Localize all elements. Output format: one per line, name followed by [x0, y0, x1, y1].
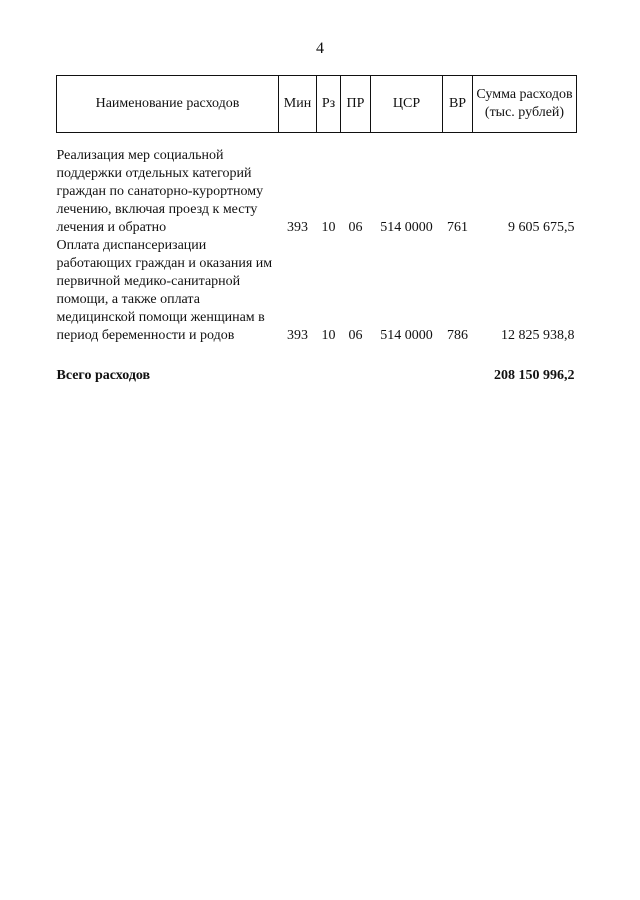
row-rz: 10: [321, 328, 336, 343]
header-csr: ЦСР: [371, 76, 443, 133]
row-sum: 12 825 938,8: [501, 328, 575, 343]
table-row: [57, 237, 577, 345]
header-pr: ПР: [341, 76, 371, 133]
expenses-table: [56, 75, 577, 385]
total-spacer: [279, 345, 473, 385]
header-rz: Рз: [317, 76, 341, 133]
row-csr: 514 0000: [380, 220, 433, 235]
row-pr: 06: [348, 328, 363, 343]
row-vr: 761: [447, 220, 468, 235]
row-csr: 514 0000: [380, 328, 433, 343]
row-name: Реализация мер социальной поддержки отдельных категорий граждан по санаторно-курортному лечению, включая проезд к месту лечения и обратно: [56, 148, 264, 235]
row-min: 393: [287, 220, 308, 235]
row-rz: 10: [321, 220, 336, 235]
page-number: 4: [316, 40, 324, 57]
row-pr: 06: [348, 220, 363, 235]
expenses-table-container: [56, 75, 576, 385]
header-min: Мин: [279, 76, 317, 133]
total-row: [57, 345, 577, 385]
header-name: Наименование расходов: [57, 76, 279, 133]
row-min: 393: [287, 328, 308, 343]
table-header: [57, 76, 577, 133]
row-sum: 9 605 675,5: [508, 220, 575, 235]
total-sum: 208 150 996,2: [494, 368, 575, 383]
total-label: Всего расходов: [56, 368, 151, 383]
row-vr: 786: [447, 328, 468, 343]
header-sum: Сумма расходов (тыс. рублей): [473, 76, 577, 133]
table-row: [57, 147, 577, 237]
header-vr: ВР: [443, 76, 473, 133]
row-name: Оплата диспансеризации работающих граждан и оказания им первичной медико-санитарной помощи, а также оплата медицинской помощи женщинам в период беременности и родов: [56, 238, 273, 343]
